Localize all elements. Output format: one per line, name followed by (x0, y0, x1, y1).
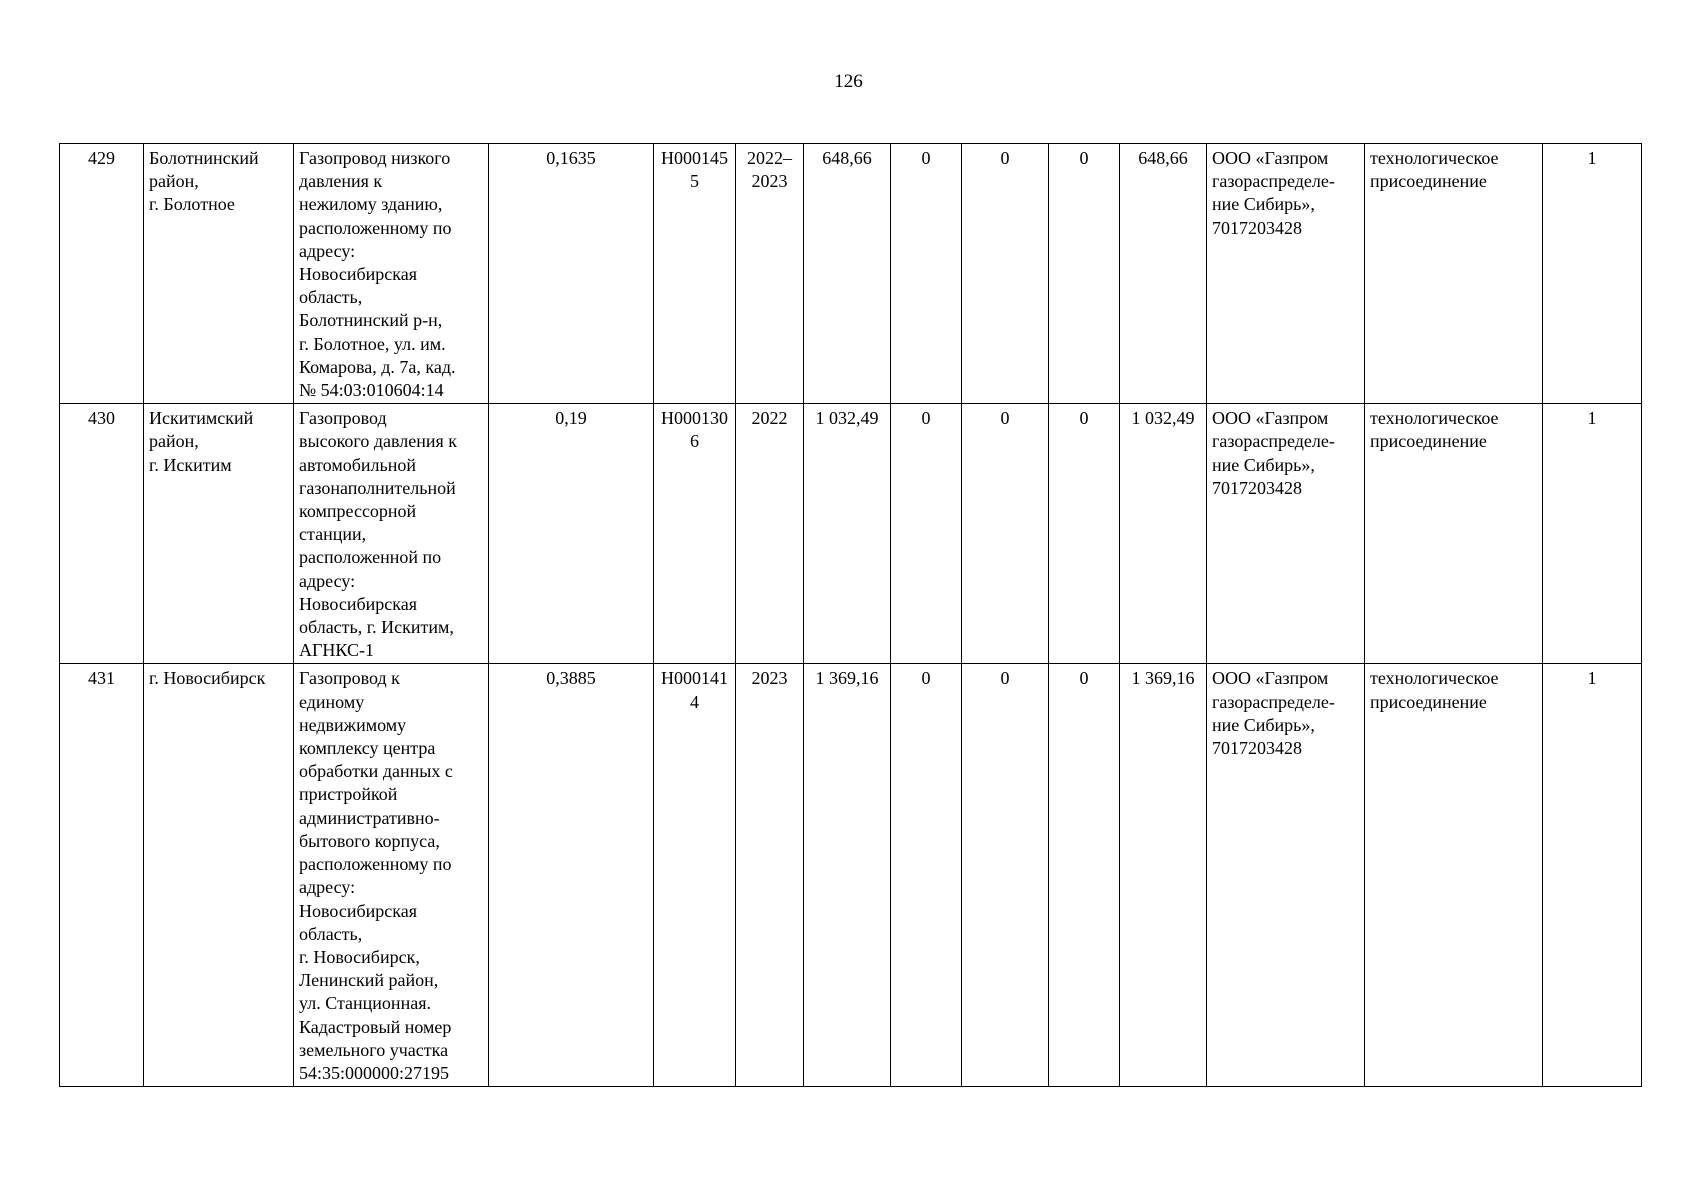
table-row (60, 664, 1642, 1087)
object-name-cell: Газопровод к единому недвижимому комплексу центра обработки данных с пристройкой административно- бытового корпуса, расположенному по адресу: Новосибирская область, г. Новосибирск, Ленинский район, ул. Станционная. Кадастровый номер земельного участка 54:35:000000:27195 (294, 664, 489, 1087)
value-cell-4: 1 032,49 (1120, 404, 1207, 664)
investment-table (59, 143, 1642, 1087)
years-cell: 2022– 2023 (736, 144, 804, 404)
row-number: 430 (60, 404, 144, 664)
value-cell-2: 0 (962, 664, 1049, 1087)
value-cell-4: 1 369,16 (1120, 664, 1207, 1087)
value-cell-1: 0 (891, 664, 962, 1087)
count-cell: 1 (1543, 144, 1642, 404)
municipality-cell: Искитимский район, г. Искитим (144, 404, 294, 664)
page-number: 126 (834, 71, 863, 92)
value-cell-2: 0 (962, 404, 1049, 664)
total-cost-cell: 1 369,16 (804, 664, 891, 1087)
object-name-cell: Газопровод низкого давления к нежилому зданию, расположенному по адресу: Новосибирская область, Болотнинский р-н, г. Болотное, ул. им. Комарова, д. 7а, кад. № 54:03:010604:14 (294, 144, 489, 404)
years-cell: 2022 (736, 404, 804, 664)
value-cell-2: 0 (962, 144, 1049, 404)
project-code-cell: Н000145 5 (654, 144, 736, 404)
length-cell: 0,3885 (489, 664, 654, 1087)
length-cell: 0,1635 (489, 144, 654, 404)
object-name-cell: Газопровод высокого давления к автомобильной газонаполнительной компрессорной станции, расположенной по адресу: Новосибирская область, г. Искитим, АГНКС-1 (294, 404, 489, 664)
municipality-cell: г. Новосибирск (144, 664, 294, 1087)
value-cell-4: 648,66 (1120, 144, 1207, 404)
total-cost-cell: 1 032,49 (804, 404, 891, 664)
table-row (60, 144, 1642, 404)
organization-cell: ООО «Газпром газораспределе- ние Сибирь», 7017203428 (1207, 664, 1365, 1087)
table-row (60, 404, 1642, 664)
basis-cell: технологическое присоединение (1365, 664, 1543, 1087)
count-cell: 1 (1543, 404, 1642, 664)
value-cell-1: 0 (891, 404, 962, 664)
project-code-cell: Н000130 6 (654, 404, 736, 664)
value-cell-3: 0 (1049, 664, 1120, 1087)
organization-cell: ООО «Газпром газораспределе- ние Сибирь», 7017203428 (1207, 144, 1365, 404)
total-cost-cell: 648,66 (804, 144, 891, 404)
row-number: 429 (60, 144, 144, 404)
row-number: 431 (60, 664, 144, 1087)
project-code-cell: Н000141 4 (654, 664, 736, 1087)
municipality-cell: Болотнинский район, г. Болотное (144, 144, 294, 404)
length-cell: 0,19 (489, 404, 654, 664)
organization-cell: ООО «Газпром газораспределе- ние Сибирь», 7017203428 (1207, 404, 1365, 664)
basis-cell: технологическое присоединение (1365, 404, 1543, 664)
value-cell-1: 0 (891, 144, 962, 404)
count-cell: 1 (1543, 664, 1642, 1087)
years-cell: 2023 (736, 664, 804, 1087)
value-cell-3: 0 (1049, 404, 1120, 664)
value-cell-3: 0 (1049, 144, 1120, 404)
basis-cell: технологическое присоединение (1365, 144, 1543, 404)
